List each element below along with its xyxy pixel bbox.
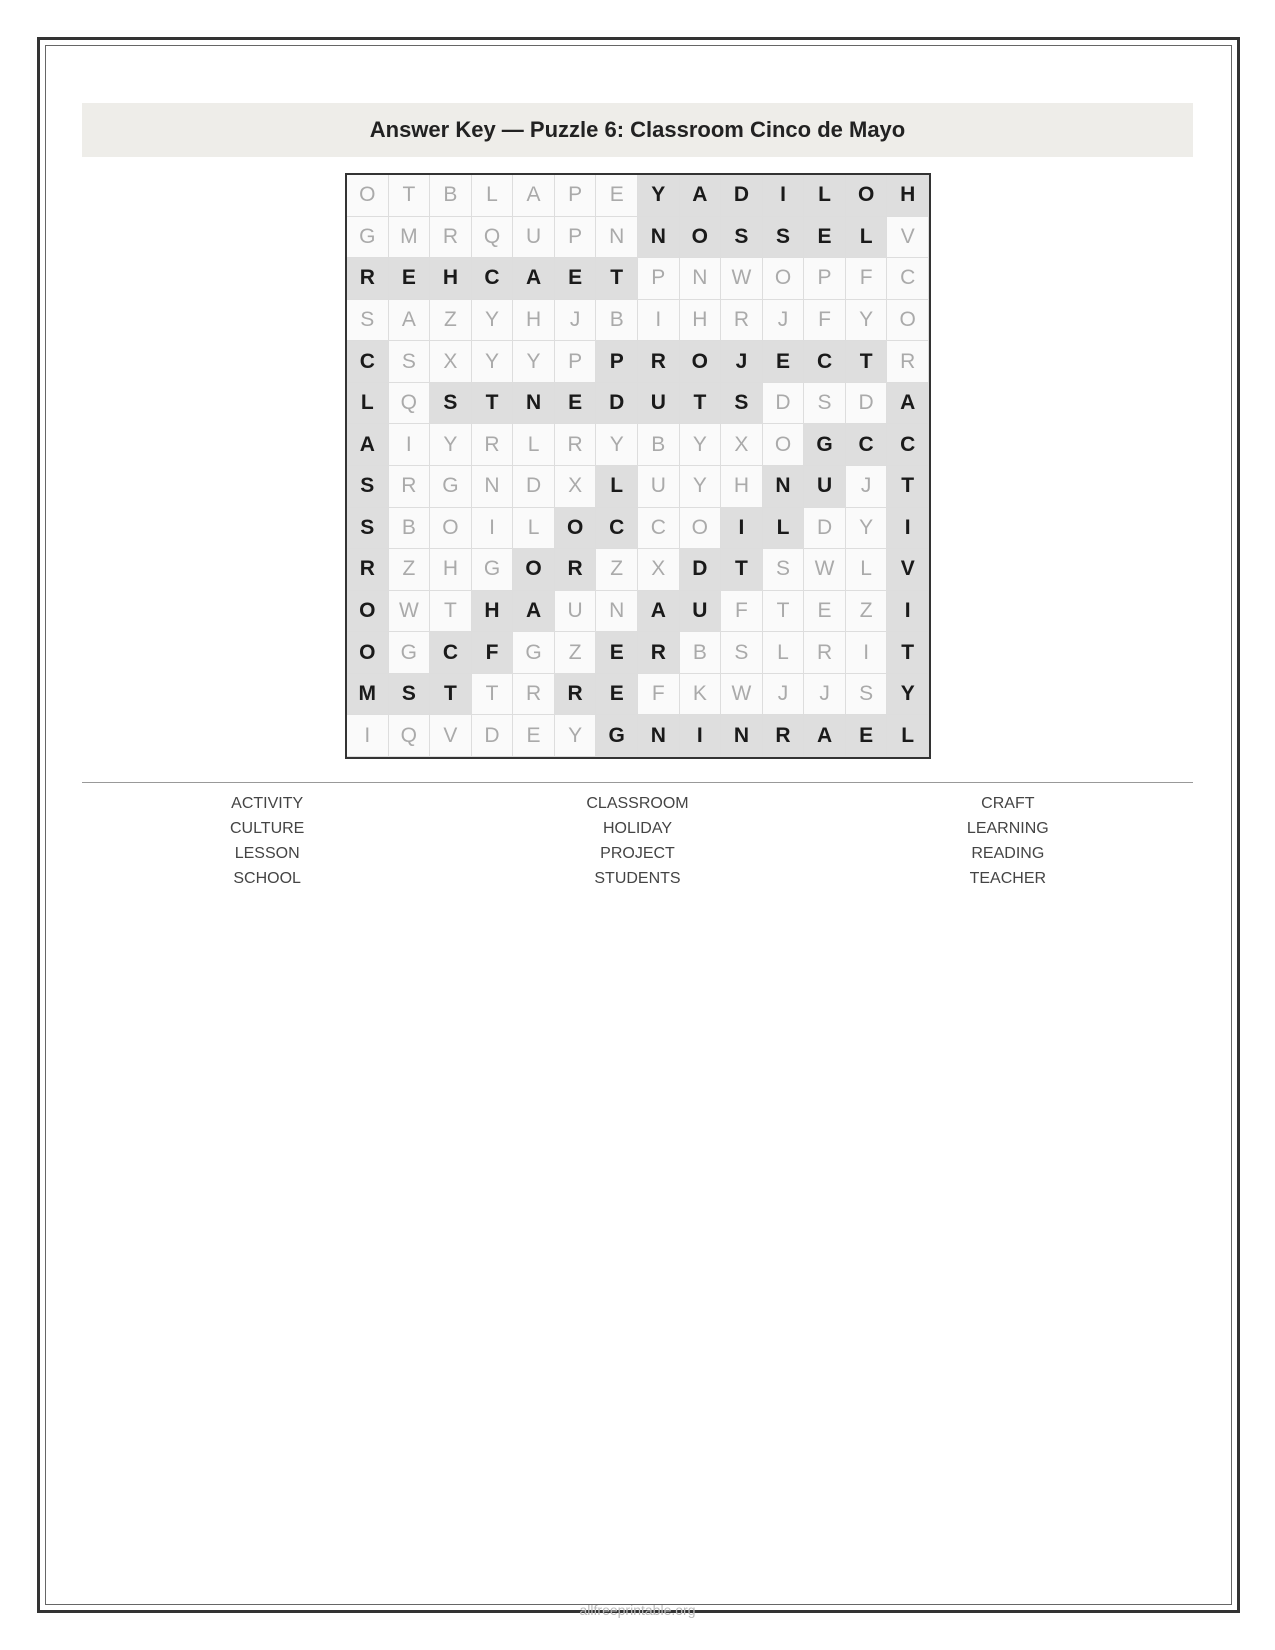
grid-cell: R — [430, 217, 472, 259]
grid-cell: A — [680, 175, 722, 217]
grid-cell: X — [555, 466, 597, 508]
grid-cell: S — [763, 549, 805, 591]
grid-cell: J — [846, 466, 888, 508]
word-list-item: ACTIVITY — [231, 795, 304, 812]
grid-cell: C — [430, 632, 472, 674]
grid-cell: Y — [846, 508, 888, 550]
grid-cell: J — [555, 300, 597, 342]
grid-cell: F — [638, 674, 680, 716]
grid-cell: D — [846, 383, 888, 425]
grid-cell: X — [721, 424, 763, 466]
grid-cell: T — [472, 674, 514, 716]
grid-cell: O — [887, 300, 929, 342]
grid-cell: C — [638, 508, 680, 550]
grid-cell: L — [846, 549, 888, 591]
grid-cell: R — [472, 424, 514, 466]
grid-cell: M — [347, 674, 389, 716]
grid-cell: E — [596, 175, 638, 217]
grid-cell: U — [555, 591, 597, 633]
grid-cell: S — [804, 383, 846, 425]
grid-cell: I — [846, 632, 888, 674]
grid-cell: S — [389, 674, 431, 716]
grid-cell: D — [680, 549, 722, 591]
grid-cell: S — [846, 674, 888, 716]
grid-cell: I — [472, 508, 514, 550]
grid-cell: I — [887, 591, 929, 633]
grid-cell: E — [596, 674, 638, 716]
grid-cell: O — [763, 258, 805, 300]
grid-cell: O — [555, 508, 597, 550]
grid-cell: I — [763, 175, 805, 217]
grid-cell: X — [638, 549, 680, 591]
grid-cell: C — [472, 258, 514, 300]
grid-cell: Z — [555, 632, 597, 674]
grid-cell: O — [430, 508, 472, 550]
grid-cell: Y — [638, 175, 680, 217]
grid-cell: N — [763, 466, 805, 508]
grid-cell: B — [638, 424, 680, 466]
footer-watermark: allfreeprintable.org — [579, 1602, 696, 1618]
page-title: Answer Key — Puzzle 6: Classroom Cinco de Mayo — [369, 117, 906, 142]
grid-cell: J — [763, 674, 805, 716]
grid-cell: O — [347, 591, 389, 633]
grid-cell: O — [347, 175, 389, 217]
grid-cell: I — [389, 424, 431, 466]
grid-cell: C — [846, 424, 888, 466]
grid-cell: Y — [596, 424, 638, 466]
grid-cell: A — [887, 383, 929, 425]
grid-cell: L — [763, 508, 805, 550]
grid-cell: N — [513, 383, 555, 425]
grid-cell: Z — [389, 549, 431, 591]
grid-cell: E — [804, 591, 846, 633]
grid-cell: T — [596, 258, 638, 300]
grid-cell: O — [513, 549, 555, 591]
grid-cell: J — [721, 341, 763, 383]
grid-cell: H — [430, 549, 472, 591]
grid-cell: T — [721, 549, 763, 591]
grid-cell: E — [389, 258, 431, 300]
grid-cell: P — [596, 341, 638, 383]
grid-cell: N — [638, 715, 680, 757]
divider — [82, 782, 1193, 783]
grid-cell: I — [887, 508, 929, 550]
grid-cell: E — [804, 217, 846, 259]
grid-cell: S — [721, 632, 763, 674]
word-list-item: CRAFT — [981, 795, 1035, 812]
grid-cell: M — [389, 217, 431, 259]
grid-cell: S — [389, 341, 431, 383]
grid-cell: B — [389, 508, 431, 550]
grid-cell: Y — [887, 674, 929, 716]
grid-cell: F — [804, 300, 846, 342]
grid-cell: O — [680, 508, 722, 550]
grid-cell: E — [596, 632, 638, 674]
grid-cell: F — [472, 632, 514, 674]
grid-cell: Y — [680, 466, 722, 508]
grid-cell: G — [472, 549, 514, 591]
grid-cell: R — [513, 674, 555, 716]
grid-cell: N — [596, 217, 638, 259]
grid-cell: T — [680, 383, 722, 425]
grid-cell: L — [763, 632, 805, 674]
title-bar — [82, 103, 1193, 157]
grid-cell: Y — [472, 300, 514, 342]
grid-cell: Z — [596, 549, 638, 591]
grid-cell: B — [680, 632, 722, 674]
grid-cell: A — [513, 175, 555, 217]
grid-cell: V — [887, 549, 929, 591]
grid-cell: L — [846, 217, 888, 259]
grid-cell: L — [596, 466, 638, 508]
grid-cell: D — [596, 383, 638, 425]
word-list-item: PROJECT — [600, 845, 675, 862]
grid-cell: P — [555, 175, 597, 217]
grid-cell: P — [638, 258, 680, 300]
grid-cell: U — [804, 466, 846, 508]
grid-cell: G — [596, 715, 638, 757]
grid-cell: L — [513, 424, 555, 466]
grid-cell: S — [347, 466, 389, 508]
grid-cell: C — [804, 341, 846, 383]
grid-cell: C — [347, 341, 389, 383]
grid-cell: X — [430, 341, 472, 383]
grid-cell: P — [555, 341, 597, 383]
grid-cell: B — [596, 300, 638, 342]
grid-cell: S — [347, 508, 389, 550]
grid-cell: T — [846, 341, 888, 383]
grid-cell: U — [638, 466, 680, 508]
grid-cell: K — [680, 674, 722, 716]
grid-cell: T — [763, 591, 805, 633]
grid-cell: G — [347, 217, 389, 259]
grid-cell: A — [347, 424, 389, 466]
grid-cell: E — [846, 715, 888, 757]
word-list-item: SCHOOL — [233, 870, 301, 887]
grid-cell: G — [513, 632, 555, 674]
grid-cell: L — [887, 715, 929, 757]
grid-cell: Z — [846, 591, 888, 633]
grid-cell: H — [513, 300, 555, 342]
word-list-item: LESSON — [234, 845, 300, 862]
word-list-item: STUDENTS — [594, 870, 681, 887]
word-list-item: CULTURE — [229, 820, 305, 837]
grid-cell: R — [347, 258, 389, 300]
grid-cell: D — [763, 383, 805, 425]
grid-cell: Q — [389, 715, 431, 757]
grid-cell: P — [555, 217, 597, 259]
grid-cell: C — [887, 424, 929, 466]
grid-cell: E — [555, 383, 597, 425]
grid-cell: T — [887, 632, 929, 674]
grid-cell: W — [721, 258, 763, 300]
grid-cell: R — [555, 674, 597, 716]
grid-cell: O — [347, 632, 389, 674]
grid-cell: O — [763, 424, 805, 466]
grid-cell: W — [804, 549, 846, 591]
grid-cell: C — [887, 258, 929, 300]
grid-cell: N — [638, 217, 680, 259]
grid-cell: W — [389, 591, 431, 633]
grid-cell: I — [638, 300, 680, 342]
grid-cell: R — [763, 715, 805, 757]
grid-cell: N — [596, 591, 638, 633]
grid-cell: I — [347, 715, 389, 757]
grid-cell: Y — [846, 300, 888, 342]
grid-cell: G — [804, 424, 846, 466]
grid-cell: I — [721, 508, 763, 550]
grid-cell: G — [430, 466, 472, 508]
grid-cell: G — [389, 632, 431, 674]
grid-cell: R — [347, 549, 389, 591]
grid-cell: R — [389, 466, 431, 508]
grid-cell: R — [721, 300, 763, 342]
grid-cell: T — [472, 383, 514, 425]
grid-cell: U — [513, 217, 555, 259]
grid-cell: D — [513, 466, 555, 508]
grid-cell: T — [887, 466, 929, 508]
grid-cell: T — [389, 175, 431, 217]
grid-cell: H — [721, 466, 763, 508]
grid-cell: O — [846, 175, 888, 217]
grid-cell: H — [680, 300, 722, 342]
grid-cell: Z — [430, 300, 472, 342]
grid-cell: F — [721, 591, 763, 633]
word-list — [82, 793, 1193, 889]
grid-cell: O — [680, 217, 722, 259]
grid-cell: L — [804, 175, 846, 217]
grid-cell: H — [430, 258, 472, 300]
grid-cell: L — [347, 383, 389, 425]
word-list-item: READING — [971, 845, 1045, 862]
grid-cell: R — [804, 632, 846, 674]
grid-cell: B — [430, 175, 472, 217]
grid-cell: S — [763, 217, 805, 259]
grid-cell: R — [555, 549, 597, 591]
grid-cell: L — [513, 508, 555, 550]
grid-cell: E — [555, 258, 597, 300]
grid-cell: V — [430, 715, 472, 757]
grid-cell: N — [680, 258, 722, 300]
grid-cell: Y — [430, 424, 472, 466]
grid-cell: U — [680, 591, 722, 633]
grid-cell: T — [430, 591, 472, 633]
grid-cell: D — [721, 175, 763, 217]
grid-cell: A — [804, 715, 846, 757]
word-list-item: LEARNING — [966, 820, 1049, 837]
grid-cell: R — [555, 424, 597, 466]
grid-cell: C — [596, 508, 638, 550]
grid-cell: Q — [472, 217, 514, 259]
grid-cell: J — [804, 674, 846, 716]
grid-cell: P — [804, 258, 846, 300]
grid-cell: D — [804, 508, 846, 550]
grid-cell: N — [721, 715, 763, 757]
word-search-grid — [345, 173, 931, 759]
word-list-item: CLASSROOM — [586, 795, 689, 812]
grid-cell: A — [638, 591, 680, 633]
grid-cell: J — [763, 300, 805, 342]
grid-cell: N — [472, 466, 514, 508]
grid-cell: S — [721, 383, 763, 425]
grid-cell: T — [430, 674, 472, 716]
grid-cell: L — [472, 175, 514, 217]
grid-cell: W — [721, 674, 763, 716]
grid-cell: A — [513, 258, 555, 300]
grid-cell: H — [472, 591, 514, 633]
grid-cell: Y — [680, 424, 722, 466]
grid-cell: S — [721, 217, 763, 259]
grid-cell: R — [638, 632, 680, 674]
grid-cell: Q — [389, 383, 431, 425]
grid-cell: Y — [513, 341, 555, 383]
grid-cell: U — [638, 383, 680, 425]
grid-cell: I — [680, 715, 722, 757]
grid-cell: S — [347, 300, 389, 342]
grid-cell: A — [513, 591, 555, 633]
word-list-item: HOLIDAY — [602, 820, 673, 837]
grid-cell: R — [638, 341, 680, 383]
grid-cell: S — [430, 383, 472, 425]
grid-cell: Y — [555, 715, 597, 757]
word-list-item: TEACHER — [969, 870, 1047, 887]
grid-cell: D — [472, 715, 514, 757]
grid-cell: Y — [472, 341, 514, 383]
grid-cell: E — [513, 715, 555, 757]
grid-cell: R — [887, 341, 929, 383]
grid-cell: A — [389, 300, 431, 342]
grid-cell: H — [887, 175, 929, 217]
grid-cell: F — [846, 258, 888, 300]
grid-cell: O — [680, 341, 722, 383]
grid-cell: V — [887, 217, 929, 259]
grid-cell: E — [763, 341, 805, 383]
